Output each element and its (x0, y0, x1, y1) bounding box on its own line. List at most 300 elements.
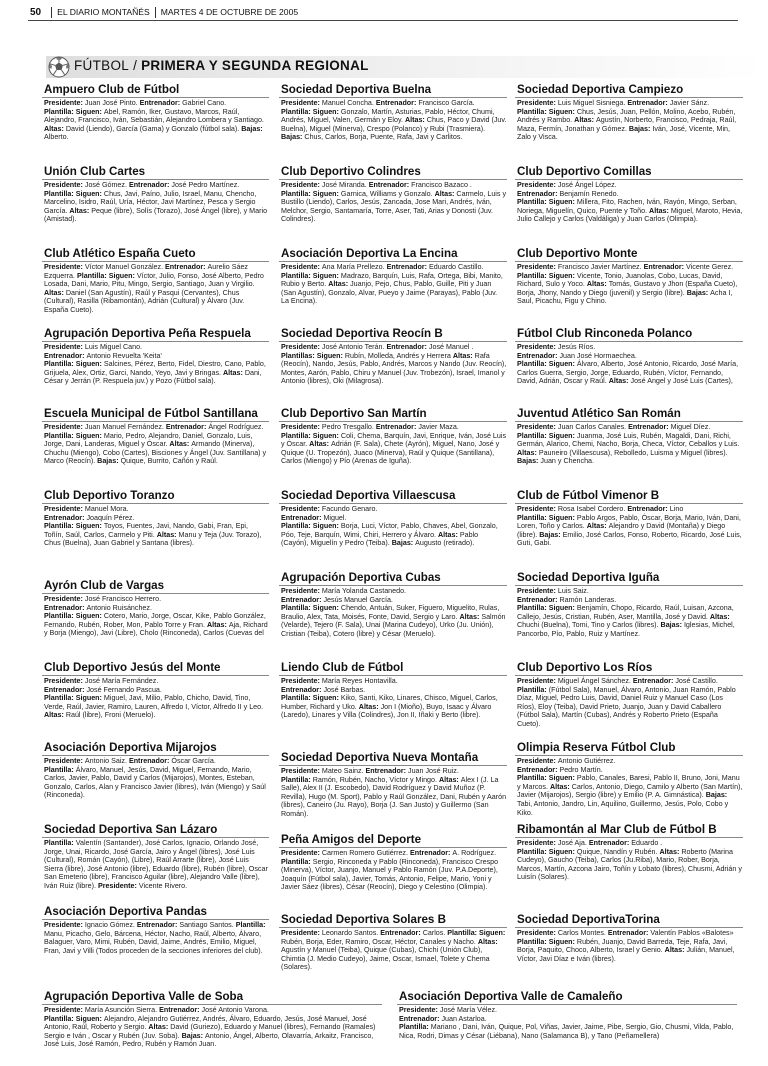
field-value: Rosa Isabel Cordero. (557, 505, 628, 513)
team-details-line (44, 677, 269, 686)
team-name: Sociedad Deportiva Campiezo (515, 83, 743, 98)
field-label: Entrenador: (627, 99, 670, 107)
field-value: Salmón (Velarde), Tejero (F. Sala), Unai (Marina Cudeyo), Urko (Ju. Unión), Cristian (Teiba), Cotero (libre) y César (Meruelo). (281, 612, 506, 638)
field-label: Entrenador: (517, 189, 560, 198)
field-label: Presidente: (44, 1006, 85, 1014)
field-value: A. Rodríguez. (452, 849, 497, 857)
field-label: Altas: (664, 946, 687, 955)
field-label: Presidente: (281, 849, 322, 857)
field-value: Ana María Prellezo. (321, 263, 387, 271)
field-label: Plantilla: Siguen: (76, 271, 137, 280)
team-details-line (281, 677, 507, 686)
team-entry (515, 489, 743, 569)
team-entry (515, 407, 743, 487)
field-label: Altas: (477, 937, 498, 946)
field-label: Plantilla: (517, 685, 549, 694)
field-label: Presidente: (517, 181, 558, 189)
team-details (515, 423, 743, 466)
field-label: Plantilla: Siguen: (517, 847, 577, 856)
team-details (42, 839, 269, 891)
field-label: Plantilla: (399, 1023, 431, 1032)
field-value: Tabi, Antonio, Jandro, Lin, Aquilino, Guillermo, Jesús, Polo, Cobo y Kiko. (517, 799, 729, 817)
field-value: David (Guriezo), Eduardo y Manuel (libres), Fernando (Ramales) Sergio e Iván , Oscar y Rubén (Juv. Soba). (44, 1023, 376, 1040)
field-value: Abel, Ramón, Iker, Gustavo, Marcos, Raúl, Alejandro, Francisco, Iván, Sebastián, Alejandro Lombera y Santiago. (44, 107, 264, 125)
team-details-line (44, 514, 269, 523)
field-label: Entrenador: (607, 929, 651, 937)
field-label: Presidente: (517, 677, 558, 685)
field-value: Antonio Gutiérrez. (557, 757, 616, 765)
field-value: Jon I (Mioño), Buyo, Isaac y Álvaro (Laredo), Linares y Villa (Colindres), Jon II, Iñaki y Berto (libre). (281, 702, 492, 720)
field-value: Facundo Genaro. (321, 505, 378, 513)
field-label: Plantilla: Siguen: (44, 360, 104, 369)
team-details (515, 587, 743, 639)
field-value: Gabriel Cano. (182, 99, 227, 107)
team-name: Agrupación Deportiva Cubas (279, 571, 507, 586)
team-details-line (281, 505, 507, 514)
team-details (515, 343, 743, 386)
team-name: Sociedad Deportiva San Lázaro (42, 823, 269, 838)
team-details-line (517, 686, 743, 729)
field-label: Plantilla: Siguen: (44, 431, 104, 440)
team-details (279, 505, 507, 548)
field-value: Agustín y Manuel (Teiba), Quique (Cubas), Chichi (Unión Club), Chimtia (J. Medio Cudeyo), Jaime, Oscar, Ismael, Tolete y Chema (Solares). (281, 946, 490, 972)
team-entry (42, 990, 382, 1060)
field-label: Altas: (586, 280, 609, 289)
team-details-line (281, 263, 507, 272)
field-value: Leonardo Santos. (321, 929, 381, 937)
field-label: Presidente: (281, 343, 322, 351)
field-value: Miguel Díez. (670, 423, 711, 431)
team-name: Asociación Deportiva La Encina (279, 247, 507, 262)
field-label: Altas: (207, 620, 229, 629)
team-details (279, 181, 507, 224)
field-value: Acha I, Saul, Picachu, Figu y Chino. (517, 288, 733, 306)
field-value: Ángel Rodríguez. (208, 423, 264, 431)
field-label: Plantilla: Siguen: (44, 107, 104, 116)
field-value: Cotero, Mario, Jorge, Oscar, Kike, Pablo González, Fernando, Rubén, Rober, Mon, Pablo Torre y Fran. (44, 612, 266, 629)
team-entry (515, 165, 743, 245)
team-details (279, 99, 507, 142)
field-value: Joaquín Pérez. (86, 513, 135, 522)
field-value: Adrián (F. Sala), Chete (Ayrón), Miguel, Nano, José y Quique (U. Tropezón), Juaco (Minerva), Raúl y Quique (Santillana), Carlos (Miengo) y Pío (Arenas de Iguña). (281, 440, 500, 466)
team-details-line (517, 604, 743, 638)
field-label: Presidente: (281, 181, 322, 189)
field-label: Entrenador: (399, 1014, 442, 1023)
field-label: Presidente: (281, 263, 322, 271)
field-value: Carlos, Antonio, Diego, Camilo y Alberto (San Martín), Javier (Mijarojos), Sergio (libre) y Emilio (P. A. Gimnástica). (517, 782, 743, 800)
field-value: Juan Astarloa. (441, 1014, 487, 1023)
field-value: Alberto. (44, 133, 69, 142)
field-label: Altas: (169, 440, 192, 449)
team-details-line (517, 198, 743, 224)
header-divider (51, 7, 52, 18)
team-details-line (281, 587, 507, 596)
team-entry (42, 165, 269, 245)
field-value: María Reyes Hontavilla. (321, 677, 398, 685)
field-label: Presidente: (517, 99, 558, 107)
team-entry (42, 489, 269, 577)
team-details-line (281, 776, 507, 819)
field-value: Juan Carlos Canales. (557, 423, 629, 431)
field-value: Chus, Paco y David (Juv. Buelna), Miguel (Minerva), Crespo (Polanco) y Rubi (Trasmiera). (281, 116, 507, 133)
team-entry (42, 741, 269, 821)
field-label: Presidente: (44, 263, 85, 271)
team-name: Agrupación Deportiva Peña Respuela (42, 327, 269, 342)
team-details-line (399, 1023, 737, 1040)
team-name: Ayrón Club de Vargas (42, 579, 269, 594)
team-details-line (281, 190, 507, 224)
field-label: Entrenador: (517, 351, 560, 360)
field-label: Plantilla: Siguen: (517, 513, 577, 522)
field-label: Altas: (223, 368, 245, 377)
field-label: Altas: (659, 847, 682, 856)
team-entry (279, 489, 507, 569)
team-details (42, 677, 269, 720)
team-name: Asociación Deportiva Mijarojos (42, 741, 269, 756)
team-entry (279, 913, 507, 991)
field-label: Bajas: (705, 791, 728, 800)
field-label: Presidente: (44, 757, 85, 765)
team-name: Club Deportivo Comillas (515, 165, 743, 180)
team-details (279, 929, 507, 972)
field-label: Bajas: (539, 530, 563, 539)
team-details-line (517, 929, 743, 963)
team-entry (515, 741, 743, 821)
field-label: Plantilla: Siguen: (517, 360, 577, 369)
field-label: Plantilla: (281, 857, 313, 866)
field-label: Presidente: (281, 929, 322, 937)
team-details (42, 423, 269, 466)
field-value: José María Fernández. (84, 677, 159, 685)
field-value: José Miranda. (321, 181, 369, 189)
field-label: Entrenador: (409, 849, 453, 857)
team-details-line (517, 596, 743, 605)
team-entry (279, 661, 507, 749)
field-value: Rubén, Juanjo, David Barreda, Teje, Rafa, Javi, Borja, Paquito, Choco, Alberto, Israel y Genio. (517, 937, 728, 955)
field-value: Borja, Luci, Víctor, Pablo, Chaves, Abel, Gonzalo, Póo, Teje, Barquín, Wimi, Chiri, Herrero y Álvaro. (281, 522, 498, 539)
field-value: María Yolanda Castanedo. (321, 587, 407, 595)
team-details-line (44, 522, 269, 548)
team-entry (279, 327, 507, 405)
field-label: Plantilla: Siguen: (44, 612, 104, 621)
field-label: Presidente: (281, 99, 322, 107)
field-label: Entrenador: (44, 513, 87, 522)
field-value: Javier Sánz. (669, 99, 710, 107)
field-label: Entrenador: (632, 677, 676, 685)
field-value: Manu, Picacho, Gelo, Bárcena, Héctor, Nacho, Raúl, Alberto, Álvaro, Balaguer, Varo, Mimi, Rubén, David, Jaime, Andrés, Emilio, Miguel, Fran, Javi y Villi (Todos proceden de la secciones inferiores del club). (44, 929, 263, 955)
team-details-line (399, 1006, 737, 1015)
field-value: (Fútbol Sala), Manuel, Álvaro, Antonio, Juan Ramón, Pablo Díaz, Miguel, Pedro Luis, David, Daniel Ruiz y Manuel Caso (Los Ríos), Eloy (Teiba), David Prieto, Juanjo, Juan y David Caballero (Fútbol Sala), Martín (Cubas), Andrés y Roberto Prieto (España Cueto). (517, 685, 736, 728)
field-label: Plantilla: Siguen: (281, 431, 341, 440)
team-name: Sociedad Deportiva Buelna (279, 83, 507, 98)
team-details-line (281, 522, 507, 548)
field-label: Altas: (69, 206, 92, 215)
field-value: Miguel, Maroto, Hevia, Julio Callejo y Carlos (Valdáliga) y Juan Carlos (Olimpia). (517, 206, 743, 224)
team-details (279, 423, 507, 466)
field-label: Bajas: (97, 457, 121, 466)
team-details-line (517, 505, 743, 514)
field-label: Presidente: (281, 677, 322, 685)
field-value: Eduardo Castillo. (429, 263, 484, 271)
team-name: Sociedad Deportiva Iguña (515, 571, 743, 586)
field-label: Entrenador: (628, 423, 671, 431)
field-value: José Castillo. (675, 677, 718, 685)
section-title (74, 58, 369, 73)
field-label: Plantilla: Siguen: (281, 694, 341, 703)
team-details-line (44, 604, 269, 613)
field-value: Sergio, Rinconeda y Pablo (Rinconeda), Francisco Crespo (Minerva), Víctor, Juanjo, Manuel y Pablo Ramón (Juv. P.A.Deporte), Joaquín (Fútbol sala), Javier, Tomás, Antonio, Felipe, Mario, Yoni y Javier Sáez (libres), César (Reocín), Diego y Celestino (Olimpia). (281, 857, 499, 892)
field-value: Mariano , Dani, Iván, Quique, Pol, Viñas, Javier, Jaime, Pibe, Sergio, Gio, Chusmi, Vilda, Pablo, Nica, Rodri, Dimas y César (Liébana), Nano (Salamanca B), y Tano (Peñamellera) (399, 1023, 734, 1040)
team-details-line (281, 694, 507, 720)
team-details-line (44, 343, 269, 352)
field-label: Entrenador: (368, 181, 412, 189)
field-value: Luis Saiz. (557, 587, 589, 595)
team-details (279, 767, 507, 819)
field-value: Peque (libre), Solís (Torazo), José Ángel (libre), y Mario (Amistad). (44, 206, 268, 224)
team-entry (42, 83, 269, 163)
field-value: Vicente, Tonio, Juanolas, Cobo, Lucas, David, Richard, Sulo y Yoco. (517, 271, 723, 289)
field-label: Plantilla: Siguen: (281, 107, 341, 116)
field-label: Altas: (404, 116, 427, 125)
field-value: Juanjo, Pejo, Chus, Pablo, Guille, Piti y Juan (San Agustín), Gonzalo, Alvar, Pueyo y Jaime (Parayas), Pablo (Juv. La Encina). (281, 280, 498, 306)
field-label: Bajas: (181, 1031, 206, 1040)
team-entry (279, 165, 507, 245)
field-label: Plantilla: Siguen: (517, 937, 577, 946)
field-value: José María Vélez. (439, 1006, 498, 1014)
team-details-line (281, 849, 507, 858)
field-label: Altas: (549, 782, 572, 791)
team-details (515, 505, 743, 548)
field-value: Juan y Chencha. (540, 457, 595, 466)
team-details-line (44, 921, 269, 955)
field-value: Lino (669, 505, 684, 513)
field-label: Altas: (434, 189, 457, 198)
team-entry (279, 751, 507, 831)
field-label: Altas: (574, 116, 596, 125)
team-details-line (44, 595, 269, 604)
field-label: Altas: (608, 377, 631, 386)
team-details (279, 587, 507, 639)
field-value: Pauneiro (Villaescusa), Rebolledo, Luisma y Miguel (libres). (538, 448, 728, 457)
field-label: Plantilla: Siguen: (44, 189, 104, 198)
team-details-line (517, 108, 743, 142)
field-label: Bajas: (660, 621, 684, 630)
team-entry (515, 247, 743, 325)
field-value: Kiko, Santi, Kiko, Linares, Chisco, Miguel, Carlos, Humber, Richard y Uko. (281, 694, 498, 711)
field-value: Álvaro, Alberto, José Antonio, Ricardo, José María, Carlos Guerra, Sergio, Jorge, Eduardo, Rubén, Víctor, Fernando, David, Adrián, Oscar y Raúl. (517, 360, 739, 386)
team-details-line (44, 694, 269, 720)
team-details-line (281, 352, 507, 386)
field-value: Chus, Carlos, Borja, Puente, Rafa, Javi y Carlitos. (304, 133, 463, 142)
team-name: Fútbol Club Rinconeda Polanco (515, 327, 743, 342)
team-details-line (281, 929, 507, 972)
field-label: Altas: (517, 448, 539, 457)
field-label: Entrenador: (375, 423, 419, 431)
field-label: Entrenador: (588, 839, 632, 847)
team-details-line (44, 757, 269, 766)
field-label: Bajas: (281, 133, 305, 142)
field-value: Chendo, Antuán, Suker, Figuero, Miguelito, Rulas, Braulio, Alex, Tata, Moisés, Fonte, David, Sergio y Laro. (281, 604, 500, 621)
field-value: Luis Miguel Sisniega. (557, 99, 628, 107)
team-details-line (517, 432, 743, 466)
field-value: Luis Miguel Cano. (84, 343, 143, 351)
team-name: Club Atlético España Cueto (42, 247, 269, 262)
field-value: Daniel (San Agustín), Raúl y Pasqui (Cervantes), Chus (Cultural), Rasilla (Ribamontán), Adrián (Cultural) y Álvaro (Juv. España Cueto). (44, 288, 245, 314)
field-value: Juan Manuel Fernández. (84, 423, 166, 431)
team-details (42, 343, 269, 386)
team-details-line (44, 1015, 382, 1049)
team-details (515, 757, 743, 817)
field-label: Plantilla: Siguen: (517, 198, 577, 207)
field-value: Rafa (Reocín), Nando, Jesús, Pablo, Andrés, Marcos y Nando (Juv. Reocín), Montes, Aarón, Pablo, Chiru y Manuel (Juv. Trobezón), Israel, Imanol y Antonio (libres), Oki (Milagrosa). (281, 351, 507, 386)
team-details-line (281, 272, 507, 306)
field-label: Bajas: (628, 124, 653, 133)
field-label: Presidente: (44, 343, 85, 351)
team-entry (42, 247, 269, 325)
team-entry (42, 905, 269, 983)
team-name: Club Deportivo San Martín (279, 407, 507, 422)
field-label: Altas: (328, 280, 351, 289)
field-value: Javier Maza. (418, 423, 459, 431)
field-value: Quique, Nandín y Rubén. (576, 847, 660, 856)
field-label: Entrenador: (386, 343, 429, 351)
field-value: Quique, Burrito, Cañón y Raúl. (120, 457, 218, 466)
field-label: Presidente: (44, 423, 85, 431)
team-details-line (44, 181, 269, 190)
newspaper-name: EL DIARIO MONTAÑÉS (57, 7, 150, 17)
field-label: Plantilla: (44, 839, 76, 847)
team-entry (515, 913, 743, 988)
field-value: Ramón Landeras. (559, 595, 617, 604)
field-value: Mateo Sainz. (321, 767, 366, 775)
field-value: José Aja. (557, 839, 589, 847)
header-rule (28, 20, 738, 21)
team-details-line (44, 612, 269, 638)
team-entry (397, 990, 737, 1060)
team-details-line (517, 677, 743, 686)
field-value: Vicente Gerez. (686, 263, 734, 271)
team-entry (42, 327, 269, 405)
field-label: Entrenador: (128, 757, 172, 765)
field-label: Plantilla: Siguen: (44, 694, 104, 703)
field-value: Antonio, Ángel, Alberto, Olavarría, Arkaitz, Francisco, José Luis, José Ramón, Pedro, Rubén y Ramón Juan. (44, 1031, 374, 1049)
field-value: Chuchi (Buelna), Tomi, Tino y Carlos (libres). (517, 621, 661, 630)
team-details-line (281, 108, 507, 142)
team-details-line (517, 839, 743, 848)
field-label: Plantilla: (281, 775, 313, 784)
field-label: Presidente: (44, 181, 85, 189)
field-value: David (Liendo), García (Gama) y Gonzalo (fútbol sala). (65, 124, 242, 133)
team-name: Sociedad Deportiva Solares B (279, 913, 507, 928)
team-name: Sociedad Deportiva Reocín B (279, 327, 507, 342)
field-value: José Fernando Pascua. (86, 685, 162, 694)
team-entry (42, 579, 269, 659)
team-details-line (44, 99, 269, 108)
field-value: Óscar García. (171, 757, 216, 765)
field-value: María Asunción Sierra. (84, 1006, 160, 1014)
field-label: Entrenador: (139, 99, 183, 107)
field-label: Presidente: (44, 921, 85, 929)
field-label: Altas: (452, 351, 475, 360)
field-value: Valentín (Santander), José Carlos, Ignacio, Orlando José, Jorge, Unai, Ricardo, José García, Jairo y Ángel (libres), José Luis (Cultural), Román (Cayón), (Libre), Raúl Arrarte (libre), José Luis Sierra (libre), José Antonio (libre), Eduardo (libre), Rubén (libre), Oscar San Emeterio (libre), Francisco Aguilar (libre), Alejandro Valle (libre), Iván Ruiz (libre). (44, 839, 268, 890)
field-value: José Barbas. (323, 685, 366, 694)
field-label: Entrenador: (643, 263, 687, 271)
field-value: José Ángel López. (557, 181, 617, 189)
team-details-line (281, 604, 507, 638)
field-value: Álvaro, Manuel, Jesús, David, Miguel, Fernando, Mario, Carlos, Javier, Pablo, David y Carlos (Mijarojos), Montes, Esteban, Gonzalo, Carlos, Alan y Francisco Javier (libres), Iván (Miengo) y Saúl (Rinconeda). (44, 765, 266, 800)
team-details (42, 757, 269, 800)
team-details (515, 181, 743, 224)
field-label: Altas: (44, 711, 66, 720)
field-value: Pedro Tresgallo. (321, 423, 376, 431)
field-value: Francisco García. (418, 99, 475, 107)
team-entry (279, 833, 507, 911)
team-details (42, 99, 269, 142)
field-label: Presidente: (44, 99, 85, 107)
field-label: Entrenador: (281, 513, 324, 522)
field-value: Iván, José, Vicente, Min, Zalo y Visca. (517, 124, 731, 142)
field-value: Manuel Mora. (84, 505, 129, 513)
field-value: Toyos, Fuentes, Javi, Nando, Gabi, Fran, Epi, Toñín, Saúl, Carlos, Carmelo y Piti. (44, 522, 248, 539)
team-details (279, 677, 507, 720)
field-label: Plantilla: Siguen: (281, 271, 341, 280)
field-value: Iglesias, Michel, Pancorbo, Pío, Pablo, Ruiz y Martínez. (517, 621, 735, 638)
field-label: Bajas: (686, 288, 711, 297)
field-label: Altas: (358, 702, 381, 711)
field-value: José Manuel . (428, 343, 474, 351)
field-value: José Francisco Herrero. (84, 595, 162, 603)
team-name: Ribamontán al Mar Club de Fútbol B (515, 823, 743, 838)
field-value: Chus, Jesús, Juan, Pellón, Molino, Acebo, Rubén, Andrés y Rambo. (517, 107, 736, 125)
field-label: Altas: (148, 1023, 171, 1032)
field-label: Presidente: (517, 263, 558, 271)
field-label: Presidente: (44, 677, 85, 685)
field-label: Presidente: (44, 505, 85, 513)
field-value: Mario, Pedro, Alejandro, Daniel, Gonzalo, Luis, Jorge, Dani, Landeras, Miguel y Óscar. (44, 431, 253, 449)
field-label: Entrenador: (44, 685, 87, 694)
field-label: Presidente: (281, 767, 322, 775)
field-label: Entrenador: (44, 603, 87, 612)
field-value: Francisco Javier Martínez. (557, 263, 644, 271)
team-entry (515, 83, 743, 163)
team-details-line (517, 514, 743, 548)
field-value: Víctor, Julio, Fonso, José Alberto, Pedro Losada, Dani, Mario, Pitu, Mingo, Sergio, Santiago, Juan y Virgilio. (44, 271, 264, 289)
field-value: Aja, Richard y Borja (Miengo), Javi (Libre), Cholo (Rinconeda), Carlos (Cuevas del (44, 620, 268, 638)
team-details (42, 595, 269, 638)
field-value: José Angel y José Luis (Cartes), (630, 377, 733, 386)
field-label: Entrenador: (159, 1006, 202, 1014)
field-label: Bajas: (391, 539, 416, 548)
team-name: Asociación Deportiva Valle de Camaleño (397, 990, 737, 1005)
field-label: Entrenador: (627, 505, 670, 513)
field-value: José Gómez. (84, 181, 129, 189)
team-name: Club Deportivo Colindres (279, 165, 507, 180)
field-label: Presidente: (97, 881, 139, 890)
field-value: Julián, Manuel, Víctor, Javi Díaz e Iván (libres). (517, 946, 735, 963)
team-details (42, 181, 269, 224)
team-name: Unión Club Cartes (42, 165, 269, 180)
team-entry (515, 327, 743, 405)
field-label: Plantilla: Siguen: (44, 1014, 104, 1023)
team-name: Club Deportivo Los Ríos (515, 661, 743, 676)
field-value: Juanma, José Luis, Rubén, Magaldi, Dani, Richi, Germán, Alarico, Chemi, Nacho, Borja, Checa, Víctor, Ceballos y Luis. (517, 431, 740, 449)
field-value: Antonio Ruisánchez. (86, 603, 152, 612)
team-details-line (44, 360, 269, 386)
field-value: Alex I (J. La Salle), Alex II (J. Escobedo), David Rodríguez y David Muñoz (P. Revilla), Hugo (M. Sport), Pablo y Raúl González, Dani, Rubén y Aarón (libres), Caneiro (Ju. Rayo), Borja (J. San Justo) y Guillermo (San Román). (281, 775, 507, 818)
field-value: Coli, Chema, Barquín, Javi, Enrique, Iván, José Luis y Óscar. (281, 431, 507, 449)
field-value: José Antonio Varona. (201, 1006, 269, 1014)
field-label: Entrenador: (128, 181, 172, 189)
